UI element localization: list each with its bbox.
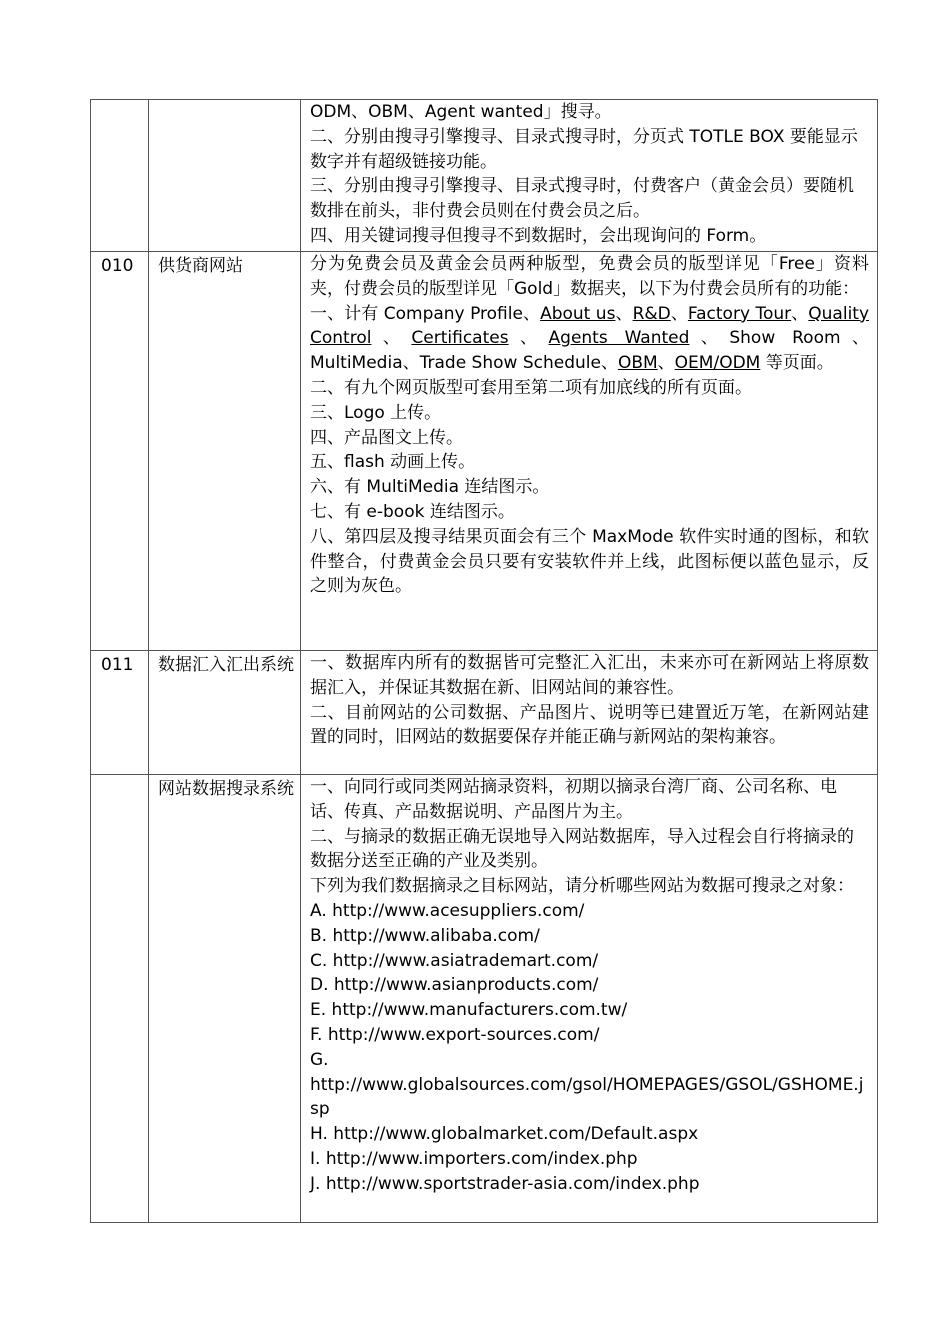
- link-factory-tour[interactable]: Factory Tour: [687, 303, 792, 324]
- description-line: 一、向同行或同类网站摘录资料，初期以摘录台湾厂商、公司名称、电话、传真、产品数据说明、产品图片为主。: [310, 777, 837, 822]
- url-line: J. http://www.sportstrader-asia.com/index.php: [310, 1173, 700, 1194]
- table-row: [91, 775, 878, 1223]
- description-line: 四、用关键词搜寻但搜寻不到数据时，会出现询问的 Form。: [310, 225, 767, 246]
- link-about-us[interactable]: About us: [540, 303, 616, 324]
- url-line: I. http://www.importers.com/index.php: [310, 1148, 638, 1169]
- description-line: 六、有 MultiMedia 连结图示。: [310, 477, 550, 498]
- description-line: ODM、OBM、Agent wanted」搜寻。: [310, 102, 612, 122]
- description-line: 二、与摘录的数据正确无误地导入网站数据库，导入过程会自行将摘录的数据分送至正确的产业及类别。: [310, 826, 854, 872]
- description-cell: [301, 252, 878, 651]
- description-line: 二、分别由搜寻引擎搜寻、目录式搜寻时，分页式 TOTLE BOX 要能显示数字并有超级链接功能。: [310, 126, 858, 172]
- url-line: C. http://www.asiatrademart.com/: [310, 950, 599, 971]
- description-cell: [301, 775, 878, 1223]
- description-line: 下列为我们数据摘录之目标网站，请分析哪些网站为数据可搜录之对象：: [310, 876, 854, 897]
- feature-name-cell: [149, 100, 301, 252]
- link-agents-wanted[interactable]: Agents Wanted: [548, 328, 690, 349]
- description-line: 二、有九个网页版型可套用至第二项有加底线的所有页面。: [310, 377, 752, 398]
- url-line: A. http://www.acesuppliers.com/: [310, 900, 585, 921]
- description-line: 分为免费会员及黄金会员两种版型，免费会员的版型详见「Free」资料夹，付费会员的版型详见「Gold」数据夹，以下为付费会员所有的功能：: [310, 254, 869, 299]
- feature-name-cell: 数据汇入汇出系统: [149, 651, 301, 775]
- feature-name-cell: 供货商网站: [149, 252, 301, 651]
- description-line: 五、flash 动画上传。: [310, 452, 476, 473]
- link-oem-odm[interactable]: OEM/ODM: [674, 353, 761, 374]
- description-line: 一、计有 Company Profile、About us、R&D、Factory Tour、Quality Control、Certificates、Agents Wanted、Show Room、MultiMedia、Trade Show Schedule、OBM、OEM/ODM 等页面。: [310, 303, 870, 374]
- url-line: F. http://www.export-sources.com/: [310, 1024, 600, 1045]
- description-cell: [301, 651, 878, 775]
- description-line: 三、Logo 上传。: [310, 402, 442, 423]
- url-line: B. http://www.alibaba.com/: [310, 925, 540, 946]
- link-quality-control[interactable]: Quality Control: [310, 303, 870, 349]
- table-row: [91, 252, 878, 651]
- spec-table: [90, 99, 878, 1223]
- description-line: 三、分别由搜寻引擎搜寻、目录式搜寻时，付费客户（黄金会员）要随机数排在前头，非付费会员则在付费会员之后。: [310, 176, 854, 222]
- description-line: 二、目前网站的公司数据、产品图片、说明等已建置近万笔，在新网站建置的同时，旧网站的数据要保存并能正确与新网站的架构兼容。: [310, 702, 869, 748]
- feature-name-cell: 网站数据搜录系统: [149, 775, 301, 1223]
- row-number-cell: 010: [91, 252, 149, 651]
- row-number-cell: [91, 775, 149, 1223]
- url-line: H. http://www.globalmarket.com/Default.aspx: [310, 1124, 699, 1145]
- link-rd[interactable]: R&D: [632, 303, 671, 324]
- link-certificates[interactable]: Certificates: [411, 328, 509, 349]
- document-page: [90, 99, 876, 1223]
- url-line: G.: [310, 1049, 329, 1070]
- url-line: E. http://www.manufacturers.com.tw/: [310, 1000, 628, 1021]
- description-line: 八、第四层及搜寻结果页面会有三个 MaxMode 软件实时通的图标，和软件整合，付费黄金会员只要有安装软件并上线，此图标便以蓝色显示，反之则为灰色。: [310, 526, 869, 597]
- url-line: D. http://www.asianproducts.com/: [310, 975, 599, 996]
- description-line: 一、数据库内所有的数据皆可完整汇入汇出，未来亦可在新网站上将原数据汇入，并保证其数据在新、旧网站间的兼容性。: [310, 653, 869, 698]
- table-row: [91, 651, 878, 775]
- description-line: 四、产品图文上传。: [310, 427, 463, 448]
- description-line: 七、有 e-book 连结图示。: [310, 501, 515, 522]
- row-number-cell: 011: [91, 651, 149, 775]
- row-number-cell: [91, 100, 149, 252]
- link-obm[interactable]: OBM: [617, 353, 658, 374]
- url-line: http://www.globalsources.com/gsol/HOMEPAGES/GSOL/GSHOME.jsp: [310, 1074, 864, 1120]
- description-cell: [301, 100, 878, 252]
- table-row: [91, 100, 878, 252]
